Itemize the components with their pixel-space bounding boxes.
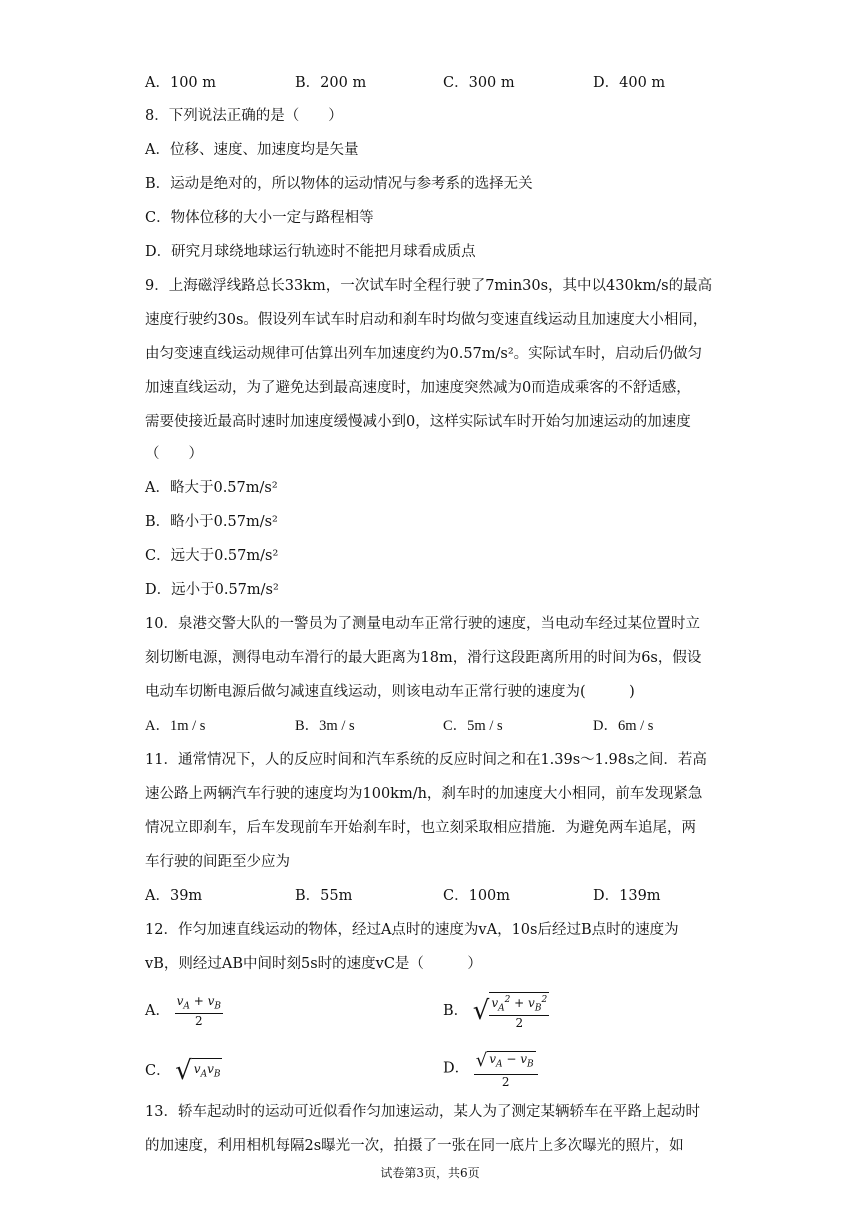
q13-line: 的加速度，利用相机每隔2s曝光一次，拍摄了一张在同一底片上多次曝光的照片，如 xyxy=(145,1138,684,1154)
q11-option-c: C．100m xyxy=(443,888,511,904)
q11-line: 情况立即刹车，后车发现前车开始刹车时，也立刻采取相应措施．为避免两车追尾，两 xyxy=(145,820,696,836)
q13-line: 13．轿车起动时的运动可近似看作匀加速运动，某人为了测定某辆轿车在平路上起动时 xyxy=(145,1104,700,1120)
q10-line: 电动车切断电源后做匀减速直线运动，则该电动车正常行驶的速度为( ) xyxy=(145,684,635,700)
q8-option-a: A．位移、速度、加速度均是矢量 xyxy=(145,142,359,158)
q8-option-c: C．物体位移的大小一定与路程相等 xyxy=(145,210,374,226)
q9-line: 加速直线运动，为了避免达到最高速度时，加速度突然减为0而造成乘客的不舒适感， xyxy=(145,380,691,396)
page-footer: 试卷第3页，共6页 xyxy=(380,1166,480,1180)
q10-option-b: B．3m / s xyxy=(295,718,355,734)
q12-option-b xyxy=(443,992,549,1030)
q9-line: （ ） xyxy=(145,446,203,462)
q12-option-d xyxy=(443,1048,538,1089)
q12-line: vB，则经过AB中间时刻5s时的速度vC是（ ） xyxy=(145,956,482,972)
q11-line: 车行驶的间距至少应为 xyxy=(145,854,290,870)
q12-option-b-formula: √ $\frac{v_A^2 + v_B^2}{2}$ xyxy=(473,992,549,1030)
q9-line: 需要使接近最高时速时加速度缓慢减小到0，这样实际试车时开始匀加速运动的加速度 xyxy=(145,414,691,430)
q12-option-a xyxy=(145,994,223,1028)
q7-option-b: B．200 m xyxy=(295,75,367,91)
q8-option-d: D．研究月球绕地球运行轨迹时不能把月球看成质点 xyxy=(145,244,476,260)
q9-option-b: B．略小于0.57m/s² xyxy=(145,514,278,530)
q12-option-c-label: C． xyxy=(145,1063,171,1080)
q10-line: 10．泉港交警大队的一警员为了测量电动车正常行驶的速度，当电动车经过某位置时立 xyxy=(145,616,700,632)
q12-option-b-label: B． xyxy=(443,1003,469,1020)
q9-option-a: A．略大于0.57m/s² xyxy=(145,480,278,496)
q11-line: 速公路上两辆汽车行驶的速度均为100km/h，刹车时的加速度大小相同，前车发现紧急 xyxy=(145,786,703,802)
q11-option-a: A．39m xyxy=(145,888,203,904)
q9-line: 9．上海磁浮线路总长33km，一次试车时全程行驶了7min30s，其中以430km/s的最高 xyxy=(145,278,713,294)
q8-option-b: B．运动是绝对的，所以物体的运动情况与参考系的选择无关 xyxy=(145,176,533,192)
q9-line: 由匀变速直线运动规律可估算出列车加速度约为0.57m/s²。实际试车时，启动后仍做匀 xyxy=(145,346,703,362)
q9-line: 速度行驶约30s。假设列车试车时启动和刹车时均做匀变速直线运动且加速度大小相同， xyxy=(145,312,708,328)
q12-option-c-formula: √ $v_Av_B$ xyxy=(175,1056,221,1087)
q10-option-d: D．6m / s xyxy=(593,718,654,734)
q12-option-a-label: A． xyxy=(145,1003,170,1020)
q12-option-d-label: D． xyxy=(443,1060,470,1077)
q12-option-c xyxy=(145,1056,222,1087)
q12-line: 12．作匀加速直线运动的物体，经过A点时的速度为vA，10s后经过B点时的速度为 xyxy=(145,922,679,938)
q7-option-c: C．300 m xyxy=(443,75,515,91)
q12-option-d-formula: $\frac{√ v_A - v_B}{2}$ xyxy=(474,1048,538,1089)
q7-option-d: D．400 m xyxy=(593,75,666,91)
q9-option-d: D．远小于0.57m/s² xyxy=(145,582,279,598)
q12-option-a-formula: $\frac{v_A + v_B}{2}$ xyxy=(176,994,221,1029)
q11-option-b: B．55m xyxy=(295,888,353,904)
q10-option-a: A．1m / s xyxy=(145,718,206,734)
q10-option-c: C．5m / s xyxy=(443,718,503,734)
q7-option-a: A．100 m xyxy=(145,75,217,91)
q10-line: 刻切断电源，测得电动车滑行的最大距离为18m，滑行这段距离所用的时间为6s，假设 xyxy=(145,650,702,666)
q11-option-d: D．139m xyxy=(593,888,661,904)
q9-option-c: C．远大于0.57m/s² xyxy=(145,548,279,564)
q11-line: 11．通常情况下，人的反应时间和汽车系统的反应时间之和在1.39s～1.98s之间．若高 xyxy=(145,752,707,768)
q8-stem: 8．下列说法正确的是（ ） xyxy=(145,108,343,124)
